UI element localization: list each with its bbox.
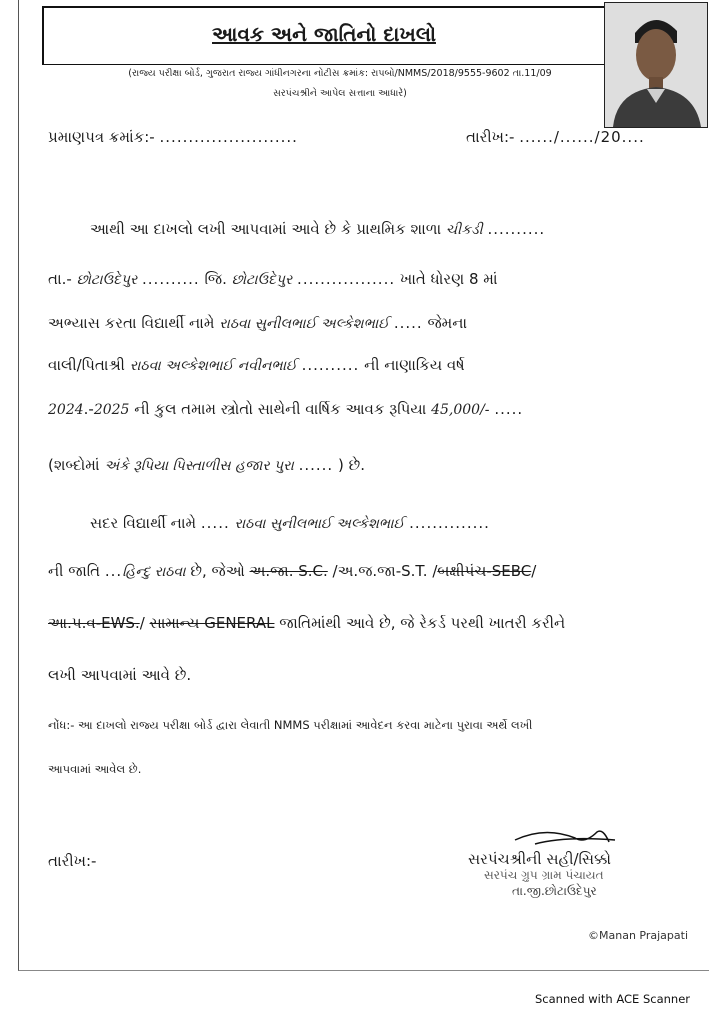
category-sebc: બક્ષીપંચ-SEBC (437, 562, 532, 580)
guardian-prefix: વાલી/પિતાશ્રી (48, 356, 125, 374)
line-closing: લખી આપવામાં આવે છે. (48, 666, 192, 684)
line-taluka-district (48, 270, 498, 288)
year-from: 2024 (48, 402, 84, 418)
category-sc: અ.જા. S.C. (249, 562, 328, 580)
subtitle-notice: (રાજ્ય પરીક્ષા બોર્ડ, ગુજરાત રાજ્ય ગાંધીનગરના નોટીસ ક્રમાંક: રાપબો/NMMS/2018/9555-9602 તા.11/09 (128, 68, 552, 79)
caste-value: હિન્દુ રાઠવા (122, 564, 186, 580)
note-line-2: આપવામાં આવેલ છે. (48, 762, 142, 776)
category-st: /અ.જ.જા-S.T. / (332, 562, 438, 580)
certificate-number-value: ........................ (159, 128, 298, 146)
school-name: ચીકડી (445, 222, 483, 238)
school-prefix: આથી આ દાખલો લખી આપવામાં આવે છે કે પ્રાથમિક શાળા (90, 220, 442, 238)
student-2-dots: ..... (200, 514, 230, 532)
category-sep: / (139, 614, 145, 632)
year-sep: .- (83, 400, 94, 418)
words-prefix: (શબ્દોમાં (48, 456, 100, 474)
category-ews: આ.પ.વ-EWS. (48, 614, 140, 632)
category-suffix: જાતિમાંથી આવે છે, જે રેકર્ડ પરથી ખાતરી કરીને (279, 614, 566, 632)
school-dots: .......... (487, 220, 546, 238)
note-line-1: નોંધ:- આ દાખલો રાજ્ય પરીક્ષા બોર્ડ દ્વારા લેવાતી NMMS પરીક્ષામાં આવેદન કરવા માટેના પુરાવા અર્થે લખી (48, 718, 533, 732)
line-category (48, 614, 565, 632)
stamp-place: તા.જી.છોટાઉદેપુર (512, 884, 597, 898)
student-2-dots-end: .............. (409, 514, 490, 532)
caste-prefix: ની જાતિ (48, 562, 101, 580)
certificate-date-value: ....../....../20.... (519, 128, 645, 146)
copyright-text: ©Manan Prajapati (588, 929, 689, 942)
line-guardian (48, 356, 465, 374)
income-dots: ..... (494, 400, 524, 418)
certificate-number-row (48, 128, 298, 146)
student-name: રાઠવા સુનીલભાઈ અલ્કેશભાઈ (219, 316, 390, 332)
line-student-2 (90, 514, 490, 532)
district-value: છોટાઉદેપુર (231, 272, 293, 288)
category-general: સામાન્ય GENERAL (149, 614, 275, 632)
caste-mid: છે, જેઓ (190, 562, 245, 580)
student-2-prefix: સદર વિદ્યાર્થી નામે (90, 514, 197, 532)
guardian-suffix: ની નાણાકિય વર્ષ (364, 356, 465, 374)
student-name-2: રાઠવા સુનીલભાઈ અલ્કેશભાઈ (234, 516, 405, 532)
certificate-number-label: પ્રમાણપત્ર ક્રમાંક:- (48, 128, 155, 146)
standard-text: ખાતે ધોરણ 8 માં (399, 270, 498, 288)
income-amount: 45,000/- (431, 402, 490, 418)
guardian-dots: .......... (301, 356, 360, 374)
line-student (48, 314, 467, 332)
scanner-watermark: Scanned with ACE Scanner (535, 992, 690, 1006)
student-prefix: અભ્યાસ કરતા વિદ્યાર્થી નામે (48, 314, 215, 332)
student-suffix: જેમના (427, 314, 468, 332)
footer-date-label: તારીખ:- (48, 852, 97, 870)
words-suffix: ) છે. (337, 456, 365, 474)
district-label: જિ. (204, 270, 227, 288)
guardian-name: રાઠવા અલ્કેશભાઈ નવીનભાઈ (129, 358, 297, 374)
student-photo-image (605, 3, 707, 127)
taluka-label: તા.- (48, 270, 72, 288)
student-dots: ..... (393, 314, 423, 332)
caste-end: / (531, 562, 537, 580)
taluka-dots: .......... (142, 270, 200, 288)
subtitle-authority: સરપંચશ્રીને આપેલ સત્તાના આધારે) (273, 88, 407, 99)
line-caste (48, 562, 536, 580)
document-title: આવક અને જાતિનો દાખલો (212, 22, 436, 46)
student-photo (604, 2, 708, 128)
year-to: 2025 (93, 402, 130, 418)
line-school (90, 220, 545, 238)
words-dots: ...... (298, 456, 334, 474)
title-box (42, 6, 604, 65)
district-dots: ................. (297, 270, 396, 288)
certificate-date-label: તારીખ:- (466, 128, 515, 146)
taluka-value: છોટાઉદેપુર (76, 272, 138, 288)
income-text: ની કુલ તમામ સ્ત્રોતો સાથેની વાર્ષિક આવક રૂપિયા (134, 400, 427, 418)
line-income (48, 400, 523, 418)
stamp-line: સરપંચ ગ્રુપ ગ્રામ પંચાયત (484, 868, 604, 882)
signature-label: સરપંચશ્રીની સહી/સિક્કો (468, 850, 612, 868)
certificate-date-row (466, 128, 645, 146)
caste-dots: ... (104, 562, 123, 580)
income-words: અંકે રૂપિયા પિસ્તાળીસ હજાર પુરા (104, 458, 294, 474)
line-income-words (48, 456, 365, 474)
